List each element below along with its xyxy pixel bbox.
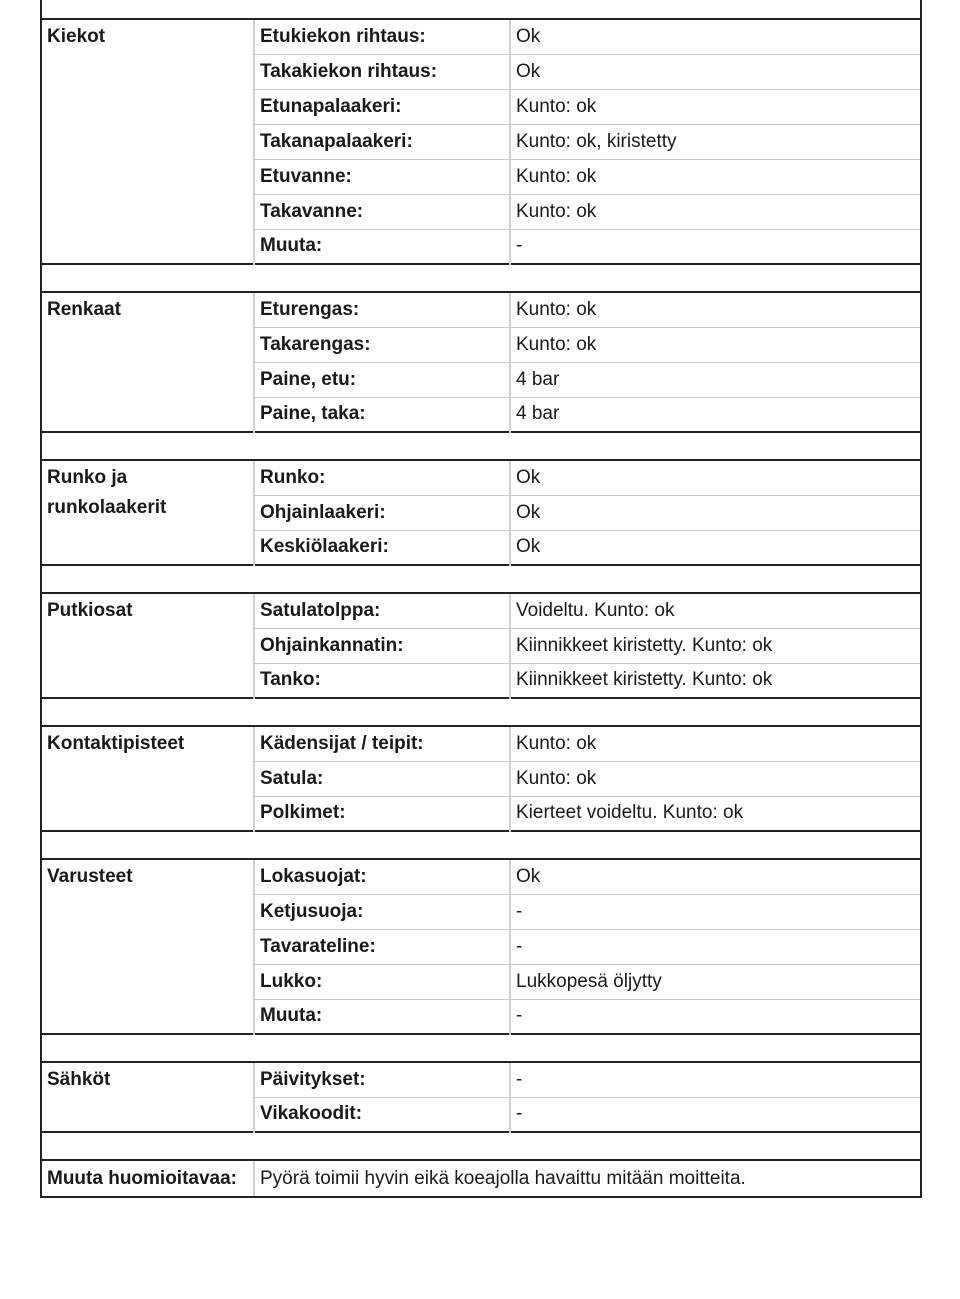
inspection-table-body (41, 0, 921, 1197)
field-value: Kunto: ok (510, 89, 921, 124)
spacer-cell (41, 565, 921, 593)
field-label: Lukko: (254, 964, 510, 999)
spacer-cell (41, 1034, 921, 1062)
field-label: Etunapalaakeri: (254, 89, 510, 124)
field-label: Paine, taka: (254, 397, 510, 432)
category-label: Sähköt (41, 1062, 254, 1132)
field-label: Eturengas: (254, 292, 510, 327)
field-value: - (510, 929, 921, 964)
section-spacer (41, 698, 921, 726)
field-value: Ok (510, 495, 921, 530)
section-spacer (41, 0, 921, 19)
table-row (41, 1062, 921, 1097)
field-label: Paine, etu: (254, 362, 510, 397)
field-label: Muuta: (254, 229, 510, 264)
field-value: - (510, 1097, 921, 1132)
notes-row (41, 1160, 921, 1197)
field-label: Takavanne: (254, 194, 510, 229)
field-value: Ok (510, 530, 921, 565)
field-value: Kunto: ok (510, 327, 921, 362)
field-label: Muuta: (254, 999, 510, 1034)
field-value: Kunto: ok (510, 194, 921, 229)
field-label: Polkimet: (254, 796, 510, 831)
table-row (41, 19, 921, 54)
field-value: Ok (510, 859, 921, 894)
table-row (41, 726, 921, 761)
field-value: Kierteet voideltu. Kunto: ok (510, 796, 921, 831)
section-spacer (41, 264, 921, 292)
notes-label: Muuta huomioitavaa: (41, 1160, 254, 1197)
field-value: Ok (510, 460, 921, 495)
field-value: Ok (510, 19, 921, 54)
spacer-cell (41, 1132, 921, 1160)
field-label: Satulatolppa: (254, 593, 510, 628)
spacer-cell (41, 264, 921, 292)
field-value: - (510, 999, 921, 1034)
category-label: Putkiosat (41, 593, 254, 698)
field-value: Lukkopesä öljytty (510, 964, 921, 999)
field-label: Tavarateline: (254, 929, 510, 964)
field-value: - (510, 894, 921, 929)
field-value: Kunto: ok (510, 159, 921, 194)
section-spacer (41, 432, 921, 460)
category-label: Renkaat (41, 292, 254, 432)
section-spacer (41, 831, 921, 859)
table-row (41, 460, 921, 495)
field-label: Etukiekon rihtaus: (254, 19, 510, 54)
field-value: - (510, 1062, 921, 1097)
field-value: Kunto: ok (510, 726, 921, 761)
spacer-cell (41, 831, 921, 859)
field-label: Takakiekon rihtaus: (254, 54, 510, 89)
category-label: Kontaktipisteet (41, 726, 254, 831)
field-value: - (510, 229, 921, 264)
inspection-table (40, 0, 922, 1198)
field-value: Kunto: ok (510, 292, 921, 327)
field-label: Päivitykset: (254, 1062, 510, 1097)
section-spacer (41, 1132, 921, 1160)
table-row (41, 292, 921, 327)
field-label: Vikakoodit: (254, 1097, 510, 1132)
category-label: Runko ja runkolaakerit (41, 460, 254, 565)
field-label: Ohjainkannatin: (254, 628, 510, 663)
field-value: Ok (510, 54, 921, 89)
field-label: Tanko: (254, 663, 510, 698)
section-spacer (41, 1034, 921, 1062)
field-label: Kädensijat / teipit: (254, 726, 510, 761)
table-row (41, 593, 921, 628)
field-label: Runko: (254, 460, 510, 495)
section-spacer (41, 565, 921, 593)
field-label: Keskiölaakeri: (254, 530, 510, 565)
field-value: Voideltu. Kunto: ok (510, 593, 921, 628)
category-label: Kiekot (41, 19, 254, 264)
spacer-cell (41, 698, 921, 726)
field-label: Ohjainlaakeri: (254, 495, 510, 530)
notes-text: Pyörä toimii hyvin eikä koeajolla havaittu mitään moitteita. (254, 1160, 921, 1197)
field-value: Kiinnikkeet kiristetty. Kunto: ok (510, 663, 921, 698)
field-value: Kunto: ok, kiristetty (510, 124, 921, 159)
field-value: 4 bar (510, 362, 921, 397)
field-label: Ketjusuoja: (254, 894, 510, 929)
category-label: Varusteet (41, 859, 254, 1034)
spacer-cell (41, 0, 921, 19)
field-value: 4 bar (510, 397, 921, 432)
spacer-cell (41, 432, 921, 460)
field-label: Takarengas: (254, 327, 510, 362)
field-label: Lokasuojat: (254, 859, 510, 894)
table-row (41, 859, 921, 894)
field-label: Etuvanne: (254, 159, 510, 194)
field-label: Takanapalaakeri: (254, 124, 510, 159)
field-label: Satula: (254, 761, 510, 796)
field-value: Kiinnikkeet kiristetty. Kunto: ok (510, 628, 921, 663)
field-value: Kunto: ok (510, 761, 921, 796)
